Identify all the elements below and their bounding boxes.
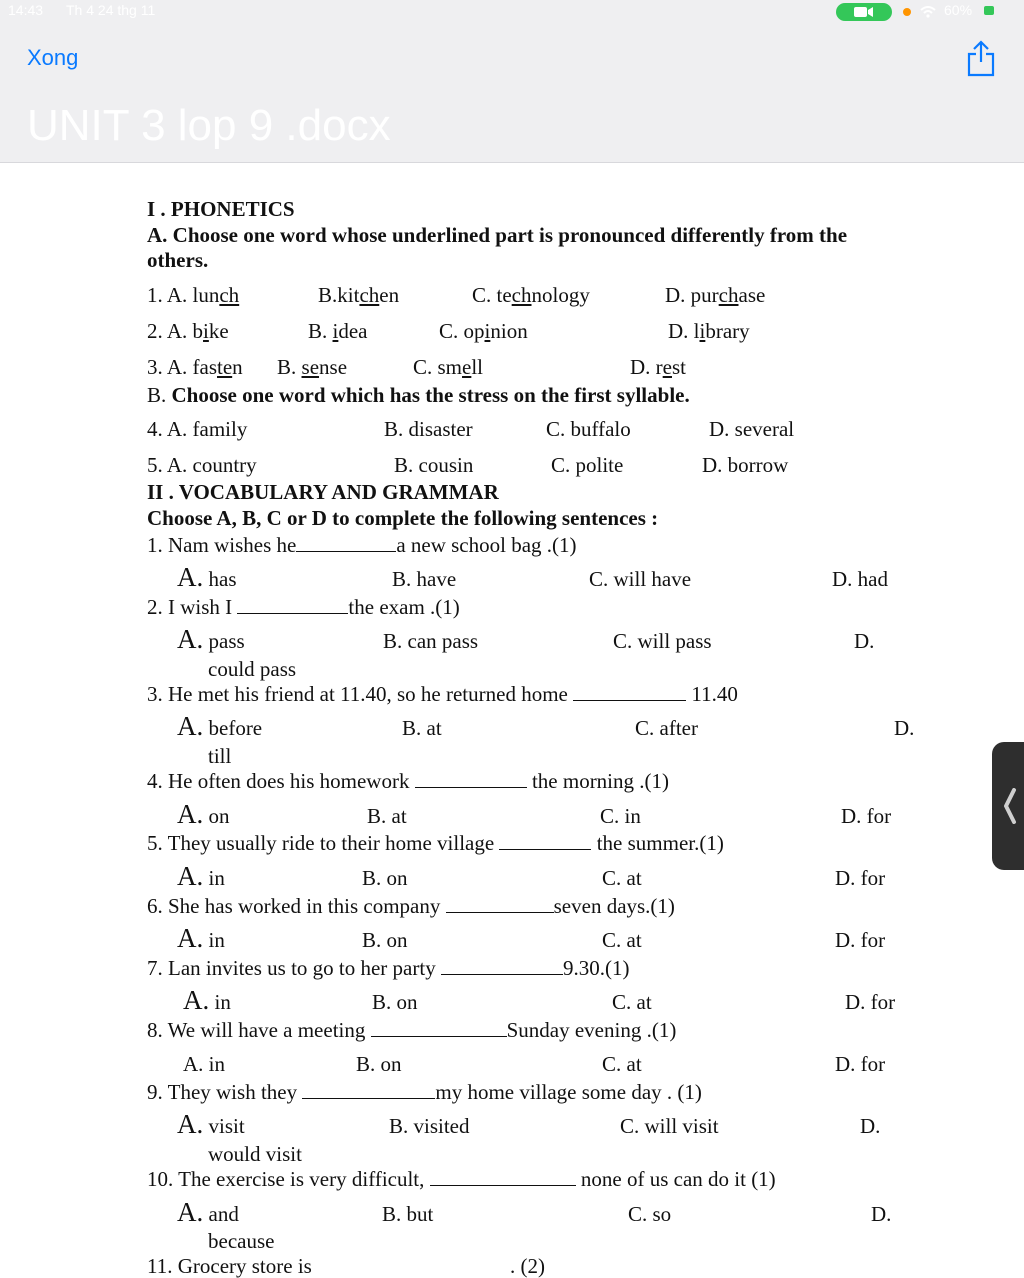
question-9: 9. They wish they my home village some day . (1) — [147, 1080, 702, 1104]
phonetics-q2-d: D. library — [668, 319, 750, 343]
share-icon[interactable] — [965, 40, 997, 78]
q4-option-d: D. for — [841, 804, 892, 828]
question-1: 1. Nam wishes he a new school bag .(1) — [147, 533, 577, 557]
wifi-icon — [920, 6, 936, 18]
status-date: Th 4 24 thg 11 — [66, 2, 156, 18]
phonetics-q1-d: D. purchase — [665, 283, 766, 307]
q4-option-c: C. in — [600, 804, 641, 828]
q3-option-c: C. after — [635, 716, 698, 740]
document-title: UNIT 3 lop 9 .docx — [27, 101, 391, 150]
stress-q4-d: D. several — [709, 417, 795, 441]
instruction-a-cont: others. — [147, 248, 209, 272]
q7-option-b: B. on — [372, 990, 418, 1014]
q8-option-b: B. on — [356, 1052, 402, 1076]
q3-option-a: A. before — [177, 711, 263, 741]
q7-option-d: D. for — [845, 990, 896, 1014]
q2-option-d: D. — [854, 629, 875, 653]
q10-option-a: A. and — [177, 1197, 239, 1227]
q10-option-c: C. so — [628, 1202, 672, 1226]
question-2: 2. I wish I the exam .(1) — [147, 595, 460, 619]
q4-option-a: A. on — [177, 799, 230, 829]
phonetics-q2-a: 2. A. bike — [147, 319, 229, 343]
q1-option-a: A. has — [177, 562, 237, 592]
q7-option-c: C. at — [612, 990, 652, 1014]
q10-option-d: D. — [871, 1202, 892, 1226]
stress-q5-c: C. polite — [551, 453, 624, 477]
q5-option-d: D. for — [835, 866, 886, 890]
q10-option-d-text: because — [208, 1229, 275, 1253]
q9-option-d: D. — [860, 1114, 881, 1138]
q1-option-b: B. have — [392, 567, 457, 591]
q6-option-d: D. for — [835, 928, 886, 952]
side-panel-handle[interactable] — [992, 742, 1024, 870]
q6-option-c: C. at — [602, 928, 642, 952]
question-11-end: . (2) — [510, 1254, 545, 1278]
phonetics-q3-a: 3. A. fasten — [147, 355, 243, 379]
camera-indicator-icon — [836, 3, 892, 21]
q1-option-c: C. will have — [589, 567, 692, 591]
q9-option-a: A. visit — [177, 1109, 245, 1139]
question-3: 3. He met his friend at 11.40, so he returned home 11.40 — [147, 682, 738, 706]
phonetics-q3-d: D. rest — [630, 355, 687, 379]
q3-option-d: D. — [894, 716, 915, 740]
battery-percent: 60% — [944, 2, 973, 18]
q2-option-c: C. will pass — [613, 629, 712, 653]
q6-option-b: B. on — [362, 928, 408, 952]
q2-option-b: B. can pass — [383, 629, 479, 653]
q5-option-b: B. on — [362, 866, 408, 890]
phonetics-q3-c: C. smell — [413, 355, 484, 379]
phonetics-q3-b: B. sense — [277, 355, 348, 379]
q8-option-d: D. for — [835, 1052, 886, 1076]
stress-q5-b: B. cousin — [394, 453, 474, 477]
q4-option-b: B. at — [367, 804, 407, 828]
q9-option-c: C. will visit — [620, 1114, 719, 1138]
q2-option-d-text: could pass — [208, 657, 297, 681]
instruction-b: B. Choose one word which has the stress on the first syllable. — [147, 383, 690, 407]
phonetics-q2-c: C. opinion — [439, 319, 528, 343]
status-time: 14:43 — [8, 2, 44, 18]
q5-option-a: A. in — [177, 861, 225, 891]
q2-option-a: A. pass — [177, 624, 245, 654]
done-button[interactable]: Xong — [27, 45, 79, 70]
q3-option-d-text: till — [208, 744, 232, 768]
battery-icon — [984, 6, 994, 15]
stress-q5-a: 5. A. country — [147, 453, 257, 477]
question-11: 11. Grocery store is — [147, 1254, 312, 1278]
stress-q4-a: 4. A. family — [147, 417, 248, 441]
phonetics-q1-a: 1. A. lunch — [147, 283, 240, 307]
question-6: 6. She has worked in this company seven days.(1) — [147, 894, 675, 918]
question-8: 8. We will have a meeting Sunday evening .(1) — [147, 1018, 677, 1042]
question-10: 10. The exercise is very difficult, none of us can do it (1) — [147, 1167, 776, 1191]
q9-option-b: B. visited — [389, 1114, 470, 1138]
q8-option-c: C. at — [602, 1052, 642, 1076]
stress-q4-b: B. disaster — [384, 417, 473, 441]
stress-q4-c: C. buffalo — [546, 417, 631, 441]
q5-option-c: C. at — [602, 866, 642, 890]
q7-option-a: A. in — [183, 985, 231, 1015]
phonetics-q1-b: B.kitchen — [318, 283, 400, 307]
question-5: 5. They usually ride to their home village the summer.(1) — [147, 831, 724, 855]
instruction-a: A. Choose one word whose underlined part is pronounced differently from the — [147, 223, 848, 247]
top-bar — [0, 0, 1024, 163]
q6-option-a: A. in — [177, 923, 225, 953]
phonetics-q1-c: C. technology — [472, 283, 590, 307]
q3-option-b: B. at — [402, 716, 442, 740]
q1-option-d: D. had — [832, 567, 888, 591]
mic-indicator-icon — [903, 8, 911, 16]
stress-q5-d: D. borrow — [702, 453, 789, 477]
vocab-instruction: Choose A, B, C or D to complete the following sentences : — [147, 506, 659, 530]
q8-option-a: A. in — [183, 1052, 225, 1076]
phonetics-q2-b: B. idea — [308, 319, 368, 343]
phonetics-heading: I . PHONETICS — [147, 197, 295, 221]
q9-option-d-text: would visit — [208, 1142, 302, 1166]
q10-option-b: B. but — [382, 1202, 434, 1226]
question-4: 4. He often does his homework the morning .(1) — [147, 769, 670, 793]
vocab-heading: II . VOCABULARY AND GRAMMAR — [147, 480, 499, 504]
document-page[interactable] — [0, 163, 1024, 1278]
question-7: 7. Lan invites us to go to her party 9.30.(1) — [147, 956, 630, 980]
chevron-left-icon — [1002, 788, 1018, 824]
